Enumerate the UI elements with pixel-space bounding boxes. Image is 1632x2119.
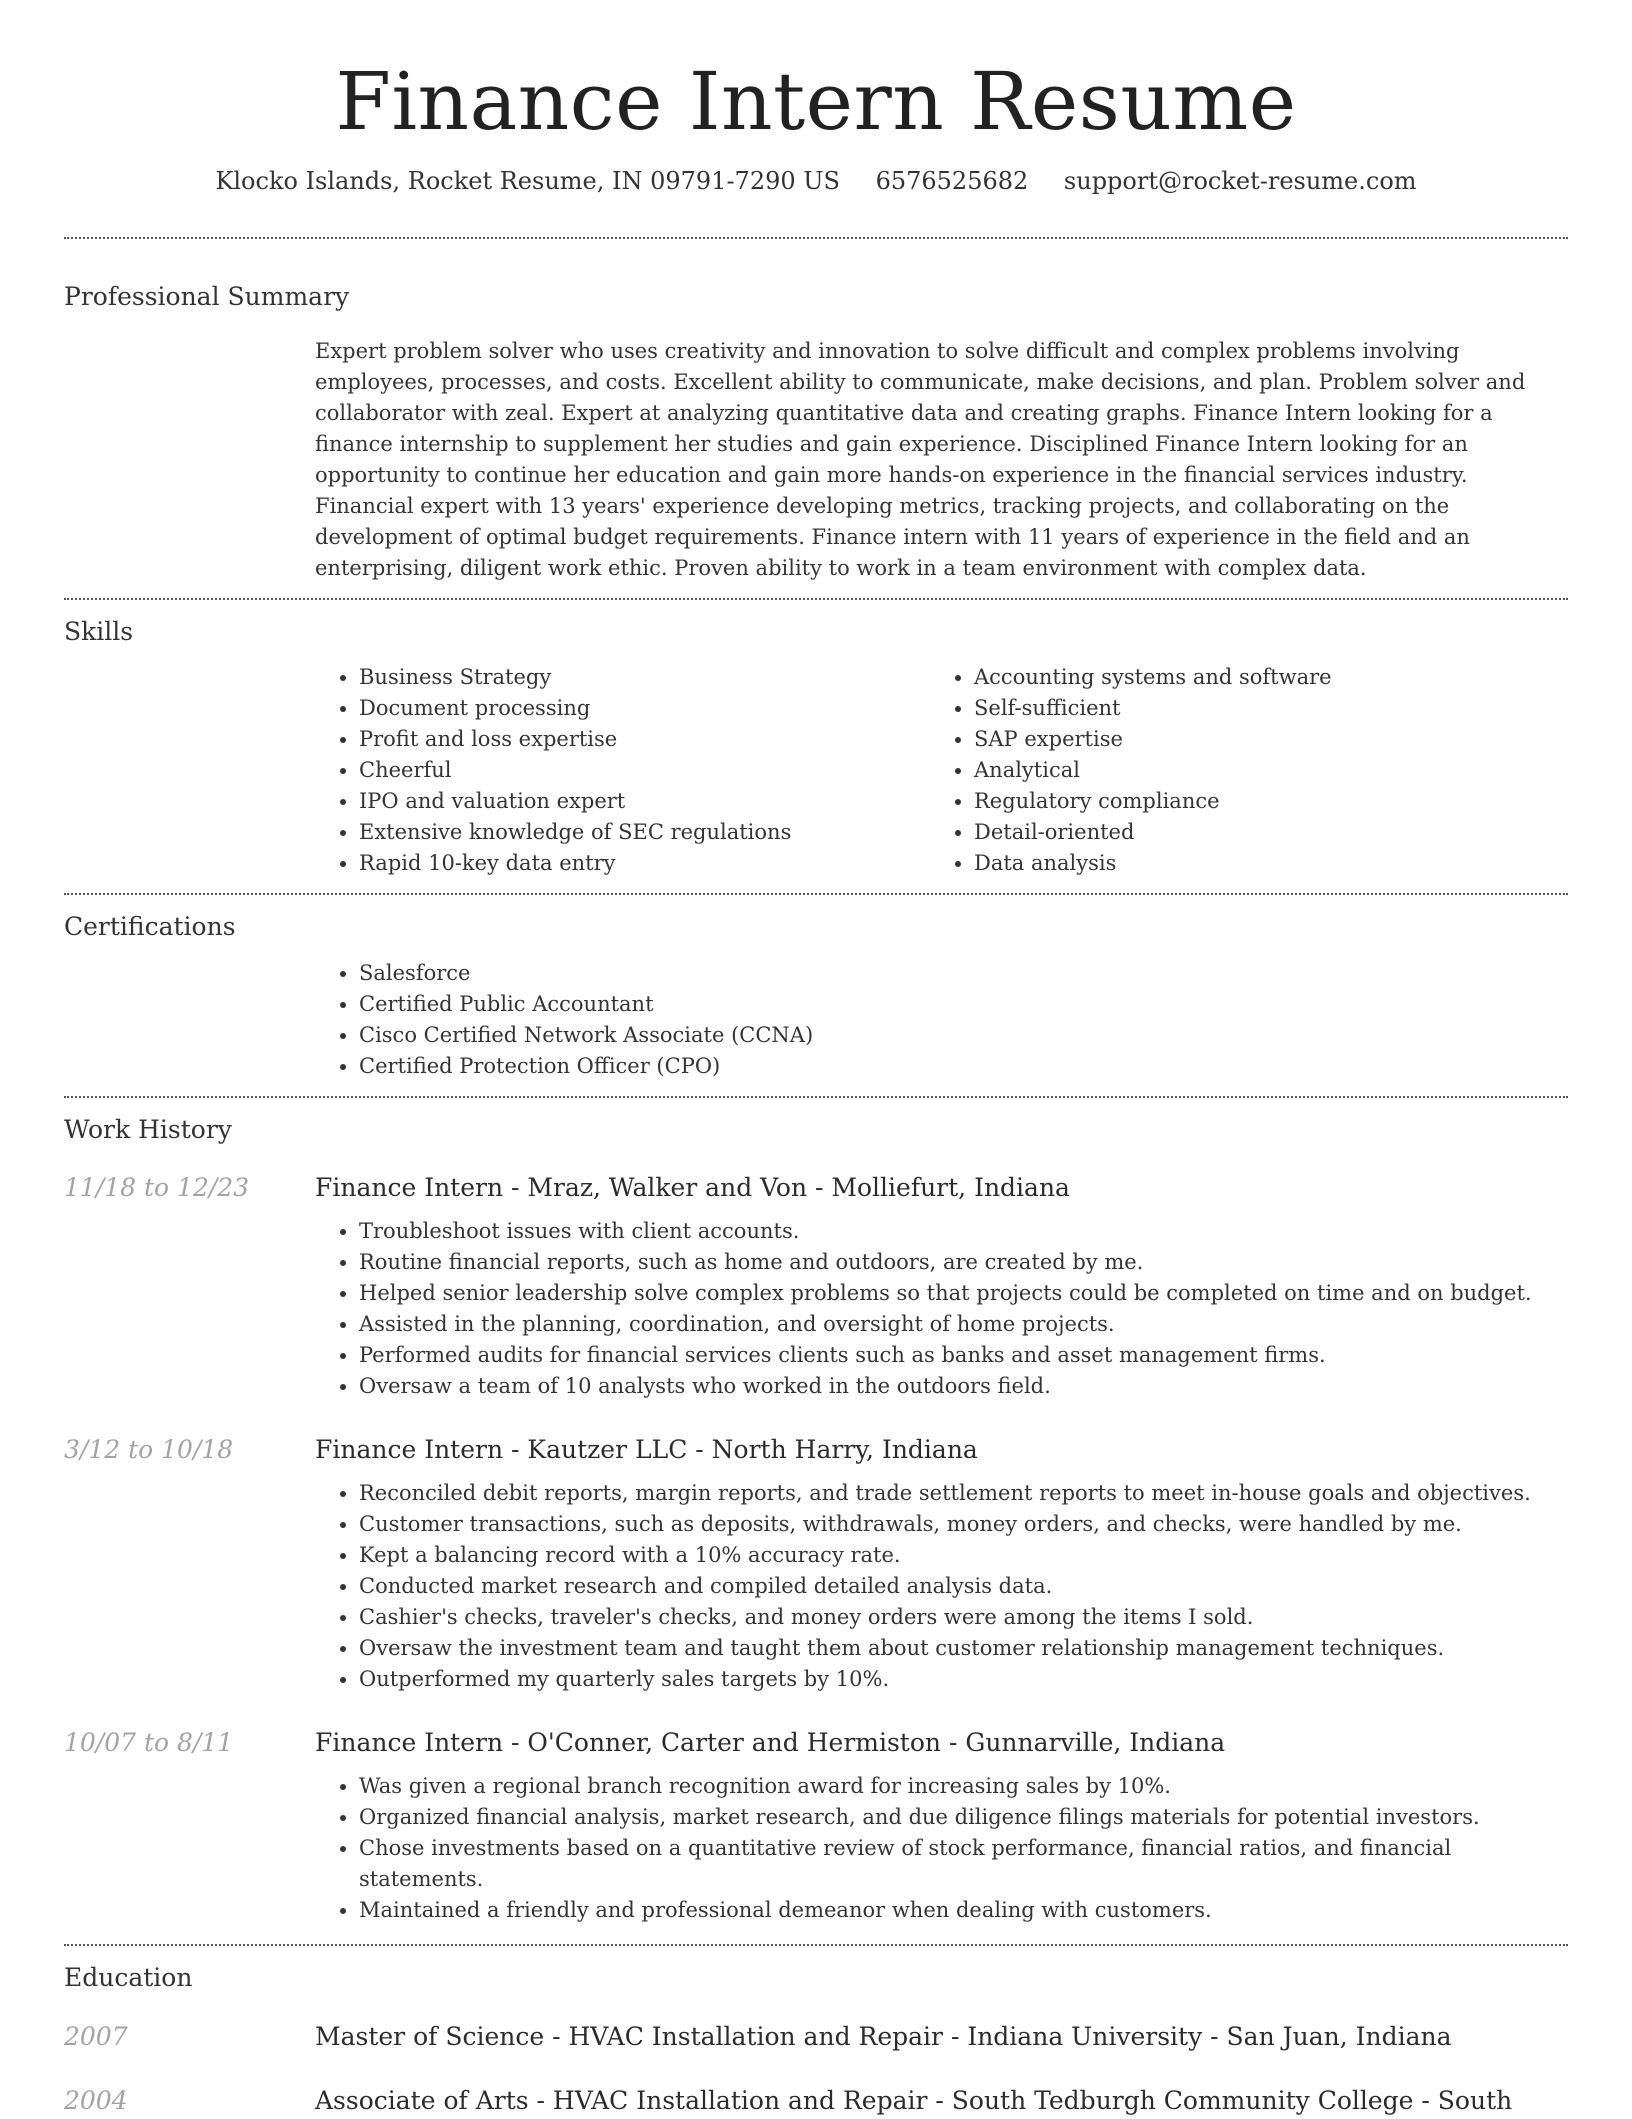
skill-item: • Self-sufficient <box>974 693 1545 724</box>
contact-line <box>64 166 1568 197</box>
education-degree: Associate of Arts - HVAC Installation and Repair - South Tedburgh Community College - South <box>315 2085 1513 2115</box>
education-degree: Master of Science - HVAC Installation and Repair - Indiana University - San Juan, Indiana <box>315 2021 1452 2051</box>
skill-item: • Profit and loss expertise <box>359 724 930 755</box>
certifications-section <box>64 895 1568 1082</box>
skill-item: • Analytical <box>974 755 1545 786</box>
skill-item: • Cheerful <box>359 755 930 786</box>
skill-item: • Extensive knowledge of SEC regulations <box>359 817 930 848</box>
skill-item: • Data analysis <box>974 848 1545 879</box>
job-duty-item: • Assisted in the planning, coordination, and oversight of home projects. <box>359 1309 1568 1340</box>
job-duties <box>315 1216 1568 1402</box>
certification-item: • Salesforce <box>359 958 1568 989</box>
job-duty-item: • Reconciled debit reports, margin reports, and trade settlement reports to meet in-house goals and objectives. <box>359 1478 1568 1509</box>
job-title: Finance Intern - O'Conner, Carter and Hermiston - Gunnarville, Indiana <box>315 1728 1226 1758</box>
job-duty-item: • Conducted market research and compiled detailed analysis data. <box>359 1571 1568 1602</box>
skill-item: • Detail-oriented <box>974 817 1545 848</box>
skill-item: • IPO and valuation expert <box>359 786 930 817</box>
summary-text: Expert problem solver who uses creativity and innovation to solve difficult and complex problems involving employees, processes, and costs. Excellent ability to communicate, make decisions, and plan. Problem solver and collaborator with zeal. Expert at analyzing quantitative data and creating graphs. Finance Intern looking for a finance internship to supplement her studies and gain experience. Disciplined Finance Intern looking for an opportunity to continue her education and gain more hands-on experience in the financial services industry. Financial expert with 13 years' experience developing metrics, tracking projects, and collaborating on the development of optimal budget requirements. Finance intern with 11 years of experience in the field and an enterprising, diligent work ethic. Proven ability to work in a team environment with complex data. <box>315 338 1526 580</box>
job-duty-item: • Oversaw a team of 10 analysts who worked in the outdoors field. <box>359 1371 1568 1402</box>
job-duty-item: • Outperformed my quarterly sales targets by 10%. <box>359 1664 1568 1695</box>
job-duty-item: • Customer transactions, such as deposits, withdrawals, money orders, and checks, were handled by me. <box>359 1509 1568 1540</box>
summary-section <box>64 239 1568 584</box>
certifications-heading: Certifications <box>64 912 236 942</box>
certification-item: • Certified Protection Officer (CPO) <box>359 1051 1568 1082</box>
job-duty-item: • Maintained a friendly and professional demeanor when dealing with customers. <box>359 1895 1568 1926</box>
contact-address: Klocko Islands, Rocket Resume, IN 09791-7290 US <box>215 167 840 195</box>
job-dates: 3/12 to 10/18 <box>64 1435 234 1465</box>
job-duty-item: • Oversaw the investment team and taught them about customer relationship management techniques. <box>359 1633 1568 1664</box>
certification-item: • Certified Public Accountant <box>359 989 1568 1020</box>
job-duty-item: • Performed audits for financial services clients such as banks and asset management firms. <box>359 1340 1568 1371</box>
job-duty-item: • Troubleshoot issues with client accounts. <box>359 1216 1568 1247</box>
contact-email: support@rocket-resume.com <box>1063 167 1417 195</box>
education-heading: Education <box>64 1963 193 1993</box>
job-entry <box>64 1170 1568 1402</box>
contact-phone: 6576525682 <box>875 167 1029 195</box>
job-entry <box>64 1432 1568 1695</box>
certifications-list <box>315 958 1568 1082</box>
job-duty-item: • Helped senior leadership solve complex problems so that projects could be completed on time and on budget. <box>359 1278 1568 1309</box>
summary-heading: Professional Summary <box>64 282 350 312</box>
skill-item: • Accounting systems and software <box>974 662 1545 693</box>
education-section <box>64 1946 1568 2119</box>
education-year: 2004 <box>64 2085 128 2115</box>
skill-item: • Regulatory compliance <box>974 786 1545 817</box>
job-title: Finance Intern - Mraz, Walker and Von - Molliefurt, Indiana <box>315 1173 1070 1203</box>
job-duty-item: • Routine financial reports, such as home and outdoors, are created by me. <box>359 1247 1568 1278</box>
job-duty-item: • Kept a balancing record with a 10% accuracy rate. <box>359 1540 1568 1571</box>
resume-title: Finance Intern Resume <box>335 55 1297 148</box>
education-year: 2007 <box>64 2021 128 2051</box>
job-duty-item: • Organized financial analysis, market research, and due diligence filings materials for potential investors. <box>359 1802 1568 1833</box>
job-title: Finance Intern - Kautzer LLC - North Harry, Indiana <box>315 1435 978 1465</box>
work-history-section <box>64 1098 1568 1927</box>
education-entry <box>64 2019 1568 2055</box>
work-history-heading: Work History <box>64 1114 232 1144</box>
job-duties <box>315 1771 1568 1926</box>
job-duty-item: • Was given a regional branch recognition award for increasing sales by 10%. <box>359 1771 1568 1802</box>
job-entry <box>64 1725 1568 1926</box>
skill-item: • Document processing <box>359 693 930 724</box>
skill-item: • Business Strategy <box>359 662 930 693</box>
job-duty-item: • Chose investments based on a quantitative review of stock performance, financial ratios, and financial statements. <box>359 1833 1568 1895</box>
resume-page <box>64 0 1568 2119</box>
skill-item: • Rapid 10-key data entry <box>359 848 930 879</box>
skills-columns <box>315 662 1568 879</box>
job-dates: 10/07 to 8/11 <box>64 1728 234 1758</box>
certification-item: • Cisco Certified Network Associate (CCNA) <box>359 1020 1568 1051</box>
skills-heading: Skills <box>64 616 134 646</box>
skills-left-column <box>315 662 930 879</box>
job-duty-item: • Cashier's checks, traveler's checks, and money orders were among the items I sold. <box>359 1602 1568 1633</box>
job-dates: 11/18 to 12/23 <box>64 1173 250 1203</box>
skills-section <box>64 600 1568 880</box>
job-duties <box>315 1478 1568 1695</box>
skill-item: • SAP expertise <box>974 724 1545 755</box>
education-entry <box>64 2083 1568 2119</box>
skills-right-column <box>930 662 1545 879</box>
